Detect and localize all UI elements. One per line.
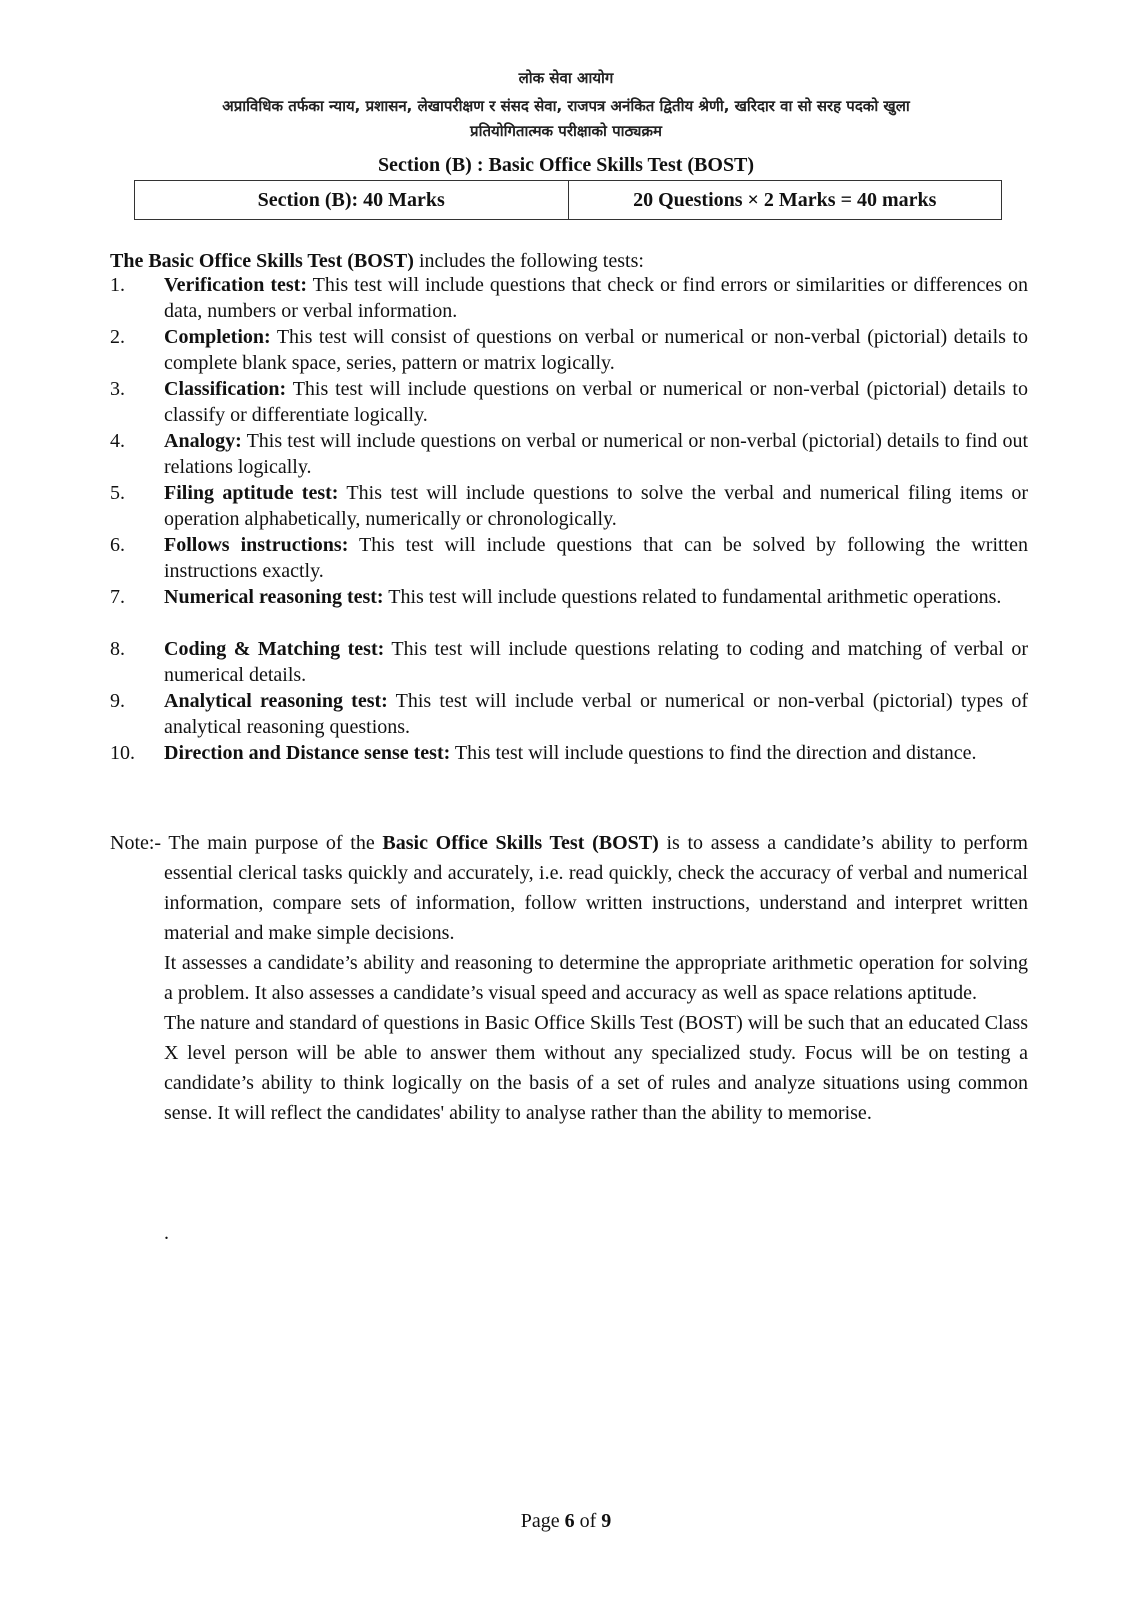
note-bold: Basic Office Skills Test (BOST) [382,832,659,854]
list-item-title: Analytical reasoning test: [164,690,388,712]
marks-table-right: 20 Questions × 2 Marks = 40 marks [568,181,1002,219]
list-item [110,740,1028,792]
list-item-text: This test will include questions that check or find errors or similarities or differences on data, numbers or verbal information. [164,274,1028,322]
footer-total-pages: 9 [601,1510,612,1532]
list-item-number: 1. [110,274,125,296]
list-item-number: 2. [110,326,125,348]
list-item [110,376,1028,428]
footer-mid: of [574,1510,602,1532]
note-p1-rest: is to assess a candidate’s ability to perform essential clerical tasks quickly and accurately, i.e. read quickly, check the accuracy of verbal and numerical information, compare sets of information, follow written instructions, understand and interpret written material and make simple decisions. [164,832,1028,944]
list-item-text: This test will include questions to solve the verbal and numerical filing items or operation alphabetically, numerically or chronologically. [164,482,1028,530]
list-item-title: Completion: [164,326,271,348]
note-paragraph-1 [110,828,1028,948]
list-item-title: Classification: [164,378,287,400]
list-item [110,428,1028,480]
footer-current-page: 6 [564,1510,575,1532]
list-item-title: Analogy: [164,430,242,452]
list-item-text: This test will include questions related to fundamental arithmetic operations. [383,586,1002,608]
intro-bold: The Basic Office Skills Test (BOST) [110,250,414,272]
list-item-text: This test will include verbal or numerical or non-verbal (pictorial) types of analytical reasoning questions. [164,690,1028,738]
list-item-number: 4. [110,430,125,452]
list-item-text: This test will include questions on verbal or numerical or non-verbal (pictorial) details to find out relations logically. [164,430,1028,478]
list-item-title: Direction and Distance sense test: [164,742,451,764]
list-item-text: This test will include questions on verbal or numerical or non-verbal (pictorial) details to classify or differentiate logically. [164,378,1028,426]
list-item-title: Follows instructions: [164,534,349,556]
footer-prefix: Page [520,1510,565,1532]
list-item-title: Coding & Matching test: [164,638,385,660]
marks-table-left: Section (B): 40 Marks [257,188,445,211]
test-list [110,272,1028,792]
list-item-text: This test will consist of questions on verbal or numerical or non-verbal (pictorial) details to complete blank space, series, pattern or matrix logically. [164,326,1028,374]
list-item [110,532,1028,584]
list-item-title: Numerical reasoning test: [164,586,384,608]
page-footer [0,1510,1132,1533]
list-item [110,636,1028,688]
list-item-number: 9. [110,690,125,712]
note-prefix: Note:- The main purpose of the [110,832,383,854]
list-item [110,688,1028,740]
intro-rest: includes the following tests: [413,250,644,272]
note-paragraph-2: It assesses a candidate’s ability and reasoning to determine the appropriate arithmetic operation for solving a problem. It also assesses a candidate’s visual speed and accuracy as well as space relations aptitude. [164,952,1028,1004]
list-item-text: This test will include questions that can be solved by following the written instructions exactly. [164,534,1028,582]
list-item-number: 10. [110,742,135,764]
note-paragraph-3: The nature and standard of questions in Basic Office Skills Test (BOST) will be such that an educated Class X level person will be able to answer them without any specialized study. Focus will be on testing a candidate’s ability to think logically on the basis of a set of rules and analyze situations using common sense. It will reflect the candidates' ability to analyse rather than the ability to memorise. [164,1012,1028,1124]
list-item-number: 6. [110,534,125,556]
list-item [110,584,1028,636]
list-item-number: 7. [110,586,125,608]
note-block [110,828,1028,1128]
marks-table [134,180,1002,220]
header-syllabus: प्रतियोगितात्मक परीक्षाको पाठ्यक्रम [470,122,662,140]
intro-line [110,250,644,273]
header-organization: लोक सेवा आयोग [518,69,614,87]
header-subtitle: अप्राविधिक तर्फका न्याय, प्रशासन, लेखापरीक्षण र संसद सेवा, राजपत्र अनंकित द्वितीय श्रेणी, खरिदार वा सो सरह पदको खुला [222,97,910,115]
list-item [110,324,1028,376]
list-item [110,272,1028,324]
list-item-number: 8. [110,638,125,660]
list-item-number: 3. [110,378,125,400]
list-item-text: This test will include questions to find the direction and distance. [450,742,977,764]
list-item-title: Verification test: [164,274,307,296]
section-title: Section (B) : Basic Office Skills Test (BOST) [377,154,755,176]
list-item-title: Filing aptitude test: [164,482,339,504]
list-item-text: This test will include questions relating to coding and matching of verbal or numerical details. [164,638,1029,686]
list-item-number: 5. [110,482,125,504]
list-item [110,480,1028,532]
stray-dot: . [164,1222,169,1244]
